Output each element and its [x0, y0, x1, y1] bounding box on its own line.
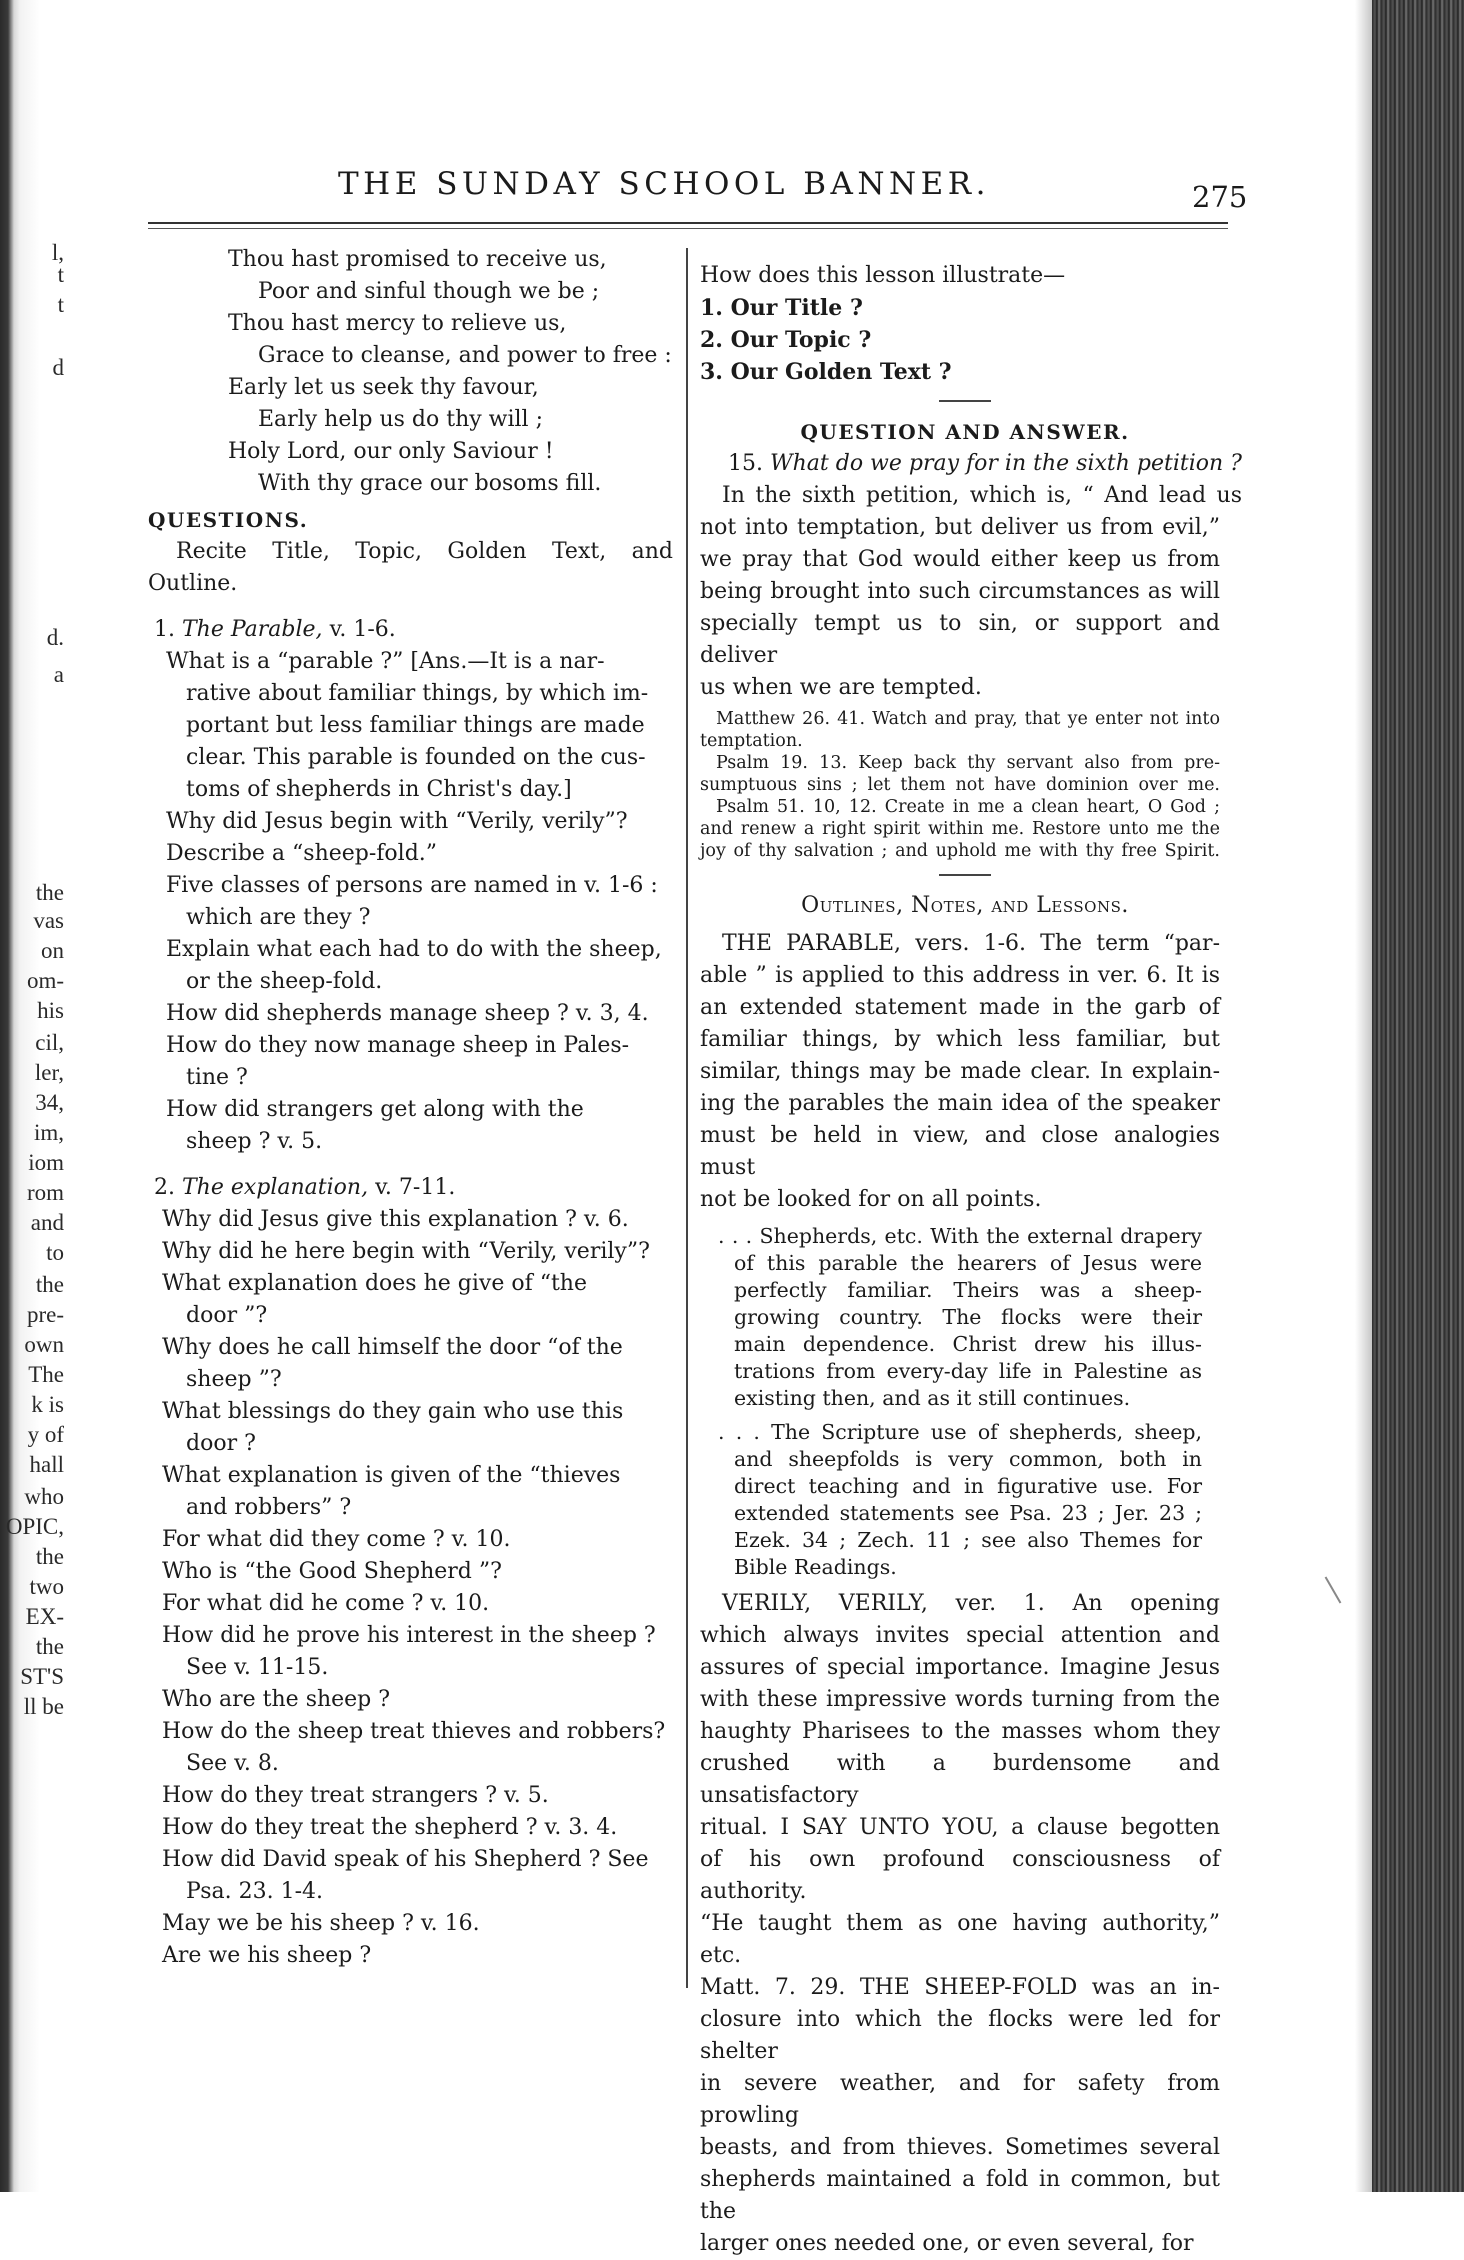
question-line: How do they now manage sheep in Pales- — [166, 1033, 630, 1058]
hymn-line: Early help us do thy will ; — [258, 407, 544, 432]
paragraph-line: which always invites special attention and — [700, 1623, 1220, 1648]
section-ref: v. 7-11. — [375, 1175, 456, 1200]
left-column — [148, 244, 673, 1972]
question-line: What explanation is given of the “thieves — [162, 1463, 621, 1488]
margin-fragment: EX- — [25, 1604, 64, 1629]
question-text: What do we pray for in the sixth petition ? — [770, 451, 1242, 476]
hymn-line: Grace to cleanse, and power to free : — [258, 343, 672, 368]
question-line: clear. This parable is founded on the cus- — [186, 745, 646, 770]
section-ref: v. 1-6. — [329, 617, 396, 642]
paragraph-line: an extended statement made in the garb of — [700, 995, 1220, 1020]
question-line: For what did he come ? v. 10. — [162, 1591, 490, 1616]
margin-fragment: d — [52, 355, 64, 380]
question-line: What blessings do they gain who use this — [162, 1399, 624, 1424]
margin-fragment: pre- — [26, 1302, 64, 1327]
question-line: which are they ? — [186, 905, 371, 930]
question-line: Why does he call himself the door “of the — [162, 1335, 623, 1360]
question-line: May we be his sheep ? v. 16. — [162, 1911, 480, 1936]
paragraph-line: larger ones needed one, or even several, for — [700, 2231, 1194, 2256]
question-line: door ? — [186, 1431, 256, 1456]
question-line: tine ? — [186, 1065, 248, 1090]
note-line: . . . The Scripture use of shepherds, sheep, — [718, 1420, 1202, 1444]
margin-fragment: own — [24, 1332, 64, 1357]
margin-fragment: iom — [28, 1150, 64, 1175]
margin-fragment: the — [35, 1272, 64, 1297]
column-rule — [686, 248, 688, 1988]
hymn-line: With thy grace our bosoms fill. — [258, 471, 602, 496]
answer-line: not into temptation, but deliver us from evil,” — [700, 515, 1220, 540]
paragraph-line: “He taught them as one having authority,” etc. — [700, 1911, 1220, 1968]
note-line: extended statements see Psa. 23 ; Jer. 23 ; — [734, 1501, 1202, 1525]
running-head: THE SUNDAY SCHOOL BANNER. — [338, 166, 990, 202]
margin-fragment: the — [35, 1634, 64, 1659]
question-line: Are we his sheep ? — [162, 1943, 372, 1968]
margin-fragment: im, — [33, 1120, 64, 1145]
hymn-stanza — [148, 244, 673, 500]
margin-fragment: cil, — [35, 1030, 64, 1055]
note-line: Bible Readings. — [734, 1555, 897, 1579]
section-number: 2. — [154, 1175, 175, 1200]
recite-line: Outline. — [148, 571, 238, 596]
paragraph-line: ing the parables the main idea of the speaker — [700, 1091, 1220, 1116]
section-title — [148, 1172, 673, 1204]
section-divider — [939, 400, 991, 402]
question-line: or the sheep-fold. — [186, 969, 383, 994]
question-line: sheep ? v. 5. — [186, 1129, 323, 1154]
paragraph-line: THE PARABLE, vers. 1-6. The term “par- — [722, 931, 1220, 956]
margin-fragment: the — [35, 1544, 64, 1569]
margin-fragment: rom — [26, 1180, 64, 1205]
outline-note — [700, 1419, 1230, 1581]
question-line: See v. 11-15. — [186, 1655, 329, 1680]
note-line: growing country. The flocks were their — [734, 1305, 1202, 1329]
margin-fragment: to — [46, 1240, 64, 1265]
scripture-line: and renew a right spirit within me. Restore unto me the — [700, 819, 1220, 839]
margin-fragment: 34, — [35, 1090, 64, 1115]
hymn-line: Early let us seek thy favour, — [228, 375, 539, 400]
question-line: Why did Jesus give this explanation ? v. 6. — [162, 1207, 629, 1232]
question-line: How did he prove his interest in the sheep ? — [162, 1623, 656, 1648]
hymn-line: Holy Lord, our only Saviour ! — [228, 439, 554, 464]
section2-questions — [148, 1204, 673, 1972]
scripture-line: sumptuous sins ; let them not have dominion over me. — [700, 775, 1220, 795]
question-line: How did shepherds manage sheep ? v. 3, 4. — [166, 1001, 649, 1026]
paragraph-line: crushed with a burdensome and unsatisfactory — [700, 1751, 1220, 1808]
margin-fragment: ll be — [23, 1694, 64, 1719]
note-line: existing then, and as it still continues. — [734, 1386, 1131, 1410]
margin-fragment: vas — [33, 908, 64, 933]
margin-fragment: ler, — [34, 1060, 64, 1085]
paragraph-line: similar, things may be made clear. In explain- — [700, 1059, 1220, 1084]
note-line: and sheepfolds is very common, both in — [734, 1447, 1202, 1471]
outline-paragraph — [700, 1588, 1230, 2260]
margin-fragment: on — [41, 938, 64, 963]
section-divider — [939, 874, 991, 876]
question-line: How do they treat the shepherd ? v. 3. 4. — [162, 1815, 618, 1840]
margin-fragment: k is — [31, 1392, 64, 1417]
scripture-line: temptation. — [700, 731, 803, 751]
margin-fragment: two — [29, 1574, 64, 1599]
note-line: direct teaching and in figurative use. For — [734, 1474, 1202, 1498]
paragraph-line: assures of special importance. Imagine Jesus — [700, 1655, 1220, 1680]
qa-heading: QUESTION AND ANSWER. — [800, 420, 1130, 444]
question-line: See v. 8. — [186, 1751, 279, 1776]
note-line: perfectly familiar. Theirs was a sheep- — [734, 1278, 1202, 1302]
paragraph-line: with these impressive words turning from the — [700, 1687, 1220, 1712]
header-rule — [148, 222, 1228, 229]
paragraph-line: VERILY, VERILY, ver. 1. An opening — [722, 1591, 1220, 1616]
illustrate-item: 3. Our Golden Text ? — [700, 359, 952, 385]
question-line: Who are the sheep ? — [162, 1687, 391, 1712]
book-page-edges — [1372, 0, 1464, 2192]
question-line: For what did they come ? v. 10. — [162, 1527, 511, 1552]
question-line: portant but less familiar things are made — [186, 713, 645, 738]
hymn-line: Poor and sinful though we be ; — [258, 279, 600, 304]
section-name: The Parable, — [182, 617, 323, 642]
section-name: The explanation, — [182, 1175, 369, 1200]
question-line: Explain what each had to do with the sheep, — [166, 937, 662, 962]
paragraph-line: in severe weather, and for safety from prowling — [700, 2071, 1220, 2128]
margin-fragment: OPIC, — [5, 1514, 64, 1539]
answer-line: we pray that God would either keep us from — [700, 547, 1220, 572]
paragraph-line: closure into which the flocks were led for shelter — [700, 2007, 1220, 2064]
qa-answer — [700, 480, 1242, 704]
note-line: trations from every-day life in Palestine as — [734, 1359, 1202, 1383]
answer-line: being brought into such circumstances as will — [700, 579, 1220, 604]
margin-fragment: who — [24, 1484, 64, 1509]
margin-fragment: t — [57, 262, 64, 287]
outlines-heading: Outlines, Notes, and Lessons. — [801, 893, 1129, 918]
outline-paragraph — [700, 928, 1230, 1216]
paragraph-line: beasts, and from thieves. Sometimes several — [700, 2135, 1220, 2160]
margin-fragment: a — [53, 662, 64, 687]
question-line: What is a “parable ?” [Ans.—It is a nar- — [166, 649, 605, 674]
margin-fragment: ST'S — [20, 1664, 64, 1689]
note-line: Ezek. 34 ; Zech. 11 ; see also Themes for — [734, 1528, 1202, 1552]
scripture-line: Psalm 51. 10, 12. Create in me a clean heart, O God ; — [716, 797, 1220, 817]
hymn-line: Thou hast promised to receive us, — [228, 247, 607, 272]
question-line: and robbers” ? — [186, 1495, 352, 1520]
paragraph-line: haughty Pharisees to the masses whom they — [700, 1719, 1220, 1744]
section1-questions — [148, 646, 673, 1158]
question-number: 15. — [728, 451, 763, 476]
question-line: What explanation does he give of “the — [162, 1271, 587, 1296]
hymn-line: Thou hast mercy to relieve us, — [228, 311, 567, 336]
margin-fragment: y of — [27, 1422, 64, 1447]
answer-line: In the sixth petition, which is, “ And lead us — [722, 483, 1242, 508]
page-number: 275 — [1192, 180, 1248, 214]
margin-fragment: d. — [46, 625, 64, 650]
margin-fragment: t — [57, 292, 64, 317]
question-line: How did strangers get along with the — [166, 1097, 584, 1122]
margin-fragment: The — [28, 1362, 64, 1387]
section-number: 1. — [154, 617, 175, 642]
outline-note — [700, 1223, 1230, 1412]
paragraph-line: able ” is applied to this address in ver. 6. It is — [700, 963, 1220, 988]
right-column — [700, 260, 1242, 2260]
question-line: toms of shepherds in Christ's day.] — [186, 777, 572, 802]
margin-fragment: l, — [51, 240, 64, 265]
paragraph-line: shepherds maintained a fold in common, but the — [700, 2167, 1220, 2224]
question-line: Why did he here begin with “Verily, verily”? — [162, 1239, 650, 1264]
margin-fragment: his — [37, 998, 64, 1023]
question-line: Describe a “sheep-fold.” — [166, 841, 438, 866]
qa-scripture — [700, 708, 1230, 862]
paragraph-line: Matt. 7. 29. THE SHEEP-FOLD was an in- — [700, 1975, 1220, 2000]
question-line: How do they treat strangers ? v. 5. — [162, 1783, 549, 1808]
margin-fragment: and — [30, 1210, 64, 1235]
question-line: How did David speak of his Shepherd ? See — [162, 1847, 649, 1872]
paragraph-line: familiar things, by which less familiar, but — [700, 1027, 1220, 1052]
note-line: . . . Shepherds, etc. With the external drapery — [718, 1224, 1202, 1248]
answer-line: us when we are tempted. — [700, 675, 982, 700]
margin-fragment: hall — [29, 1452, 64, 1477]
paragraph-line: of his own profound consciousness of authority. — [700, 1847, 1220, 1904]
paragraph-line: not be looked for on all points. — [700, 1187, 1042, 1212]
question-line: Why did Jesus begin with “Verily, verily”? — [166, 809, 628, 834]
question-line: door ”? — [186, 1303, 268, 1328]
margin-fragment: the — [35, 880, 64, 905]
question-line: rative about familiar things, by which im- — [186, 681, 649, 706]
scripture-line: Matthew 26. 41. Watch and pray, that ye enter not into — [716, 709, 1220, 729]
section-title — [148, 614, 673, 646]
paragraph-line: ritual. I SAY UNTO YOU, a clause begotten — [700, 1815, 1220, 1840]
scripture-line: joy of thy salvation ; and uphold me with thy free Spirit. — [700, 841, 1220, 861]
illustrate-lead: How does this lesson illustrate— — [700, 263, 1066, 288]
margin-fragment: om- — [26, 968, 64, 993]
paragraph-line: must be held in view, and close analogies must — [700, 1123, 1220, 1180]
question-line: Psa. 23. 1-4. — [186, 1879, 324, 1904]
scripture-line: Psalm 19. 13. Keep back thy servant also from pre- — [716, 753, 1220, 773]
illustrate-item: 1. Our Title ? — [700, 295, 863, 321]
question-line: How do the sheep treat thieves and robbers? — [162, 1719, 666, 1744]
question-line: Five classes of persons are named in v. 1-6 : — [166, 873, 658, 898]
recite-line: Recite Title, Topic, Golden Text, and — [176, 539, 673, 564]
note-line: of this parable the hearers of Jesus were — [734, 1251, 1202, 1275]
questions-heading: QUESTIONS. — [148, 508, 309, 532]
note-line: main dependence. Christ drew his illus- — [734, 1332, 1202, 1356]
answer-line: specially tempt us to sin, or support and deliver — [700, 611, 1220, 668]
question-line: Who is “the Good Shepherd ”? — [162, 1559, 502, 1584]
illustrate-item: 2. Our Topic ? — [700, 327, 872, 353]
facing-page-fragments — [4, 0, 68, 2192]
stray-mark — [1325, 1577, 1342, 1604]
qa-question — [700, 448, 1242, 480]
question-line: sheep ”? — [186, 1367, 282, 1392]
